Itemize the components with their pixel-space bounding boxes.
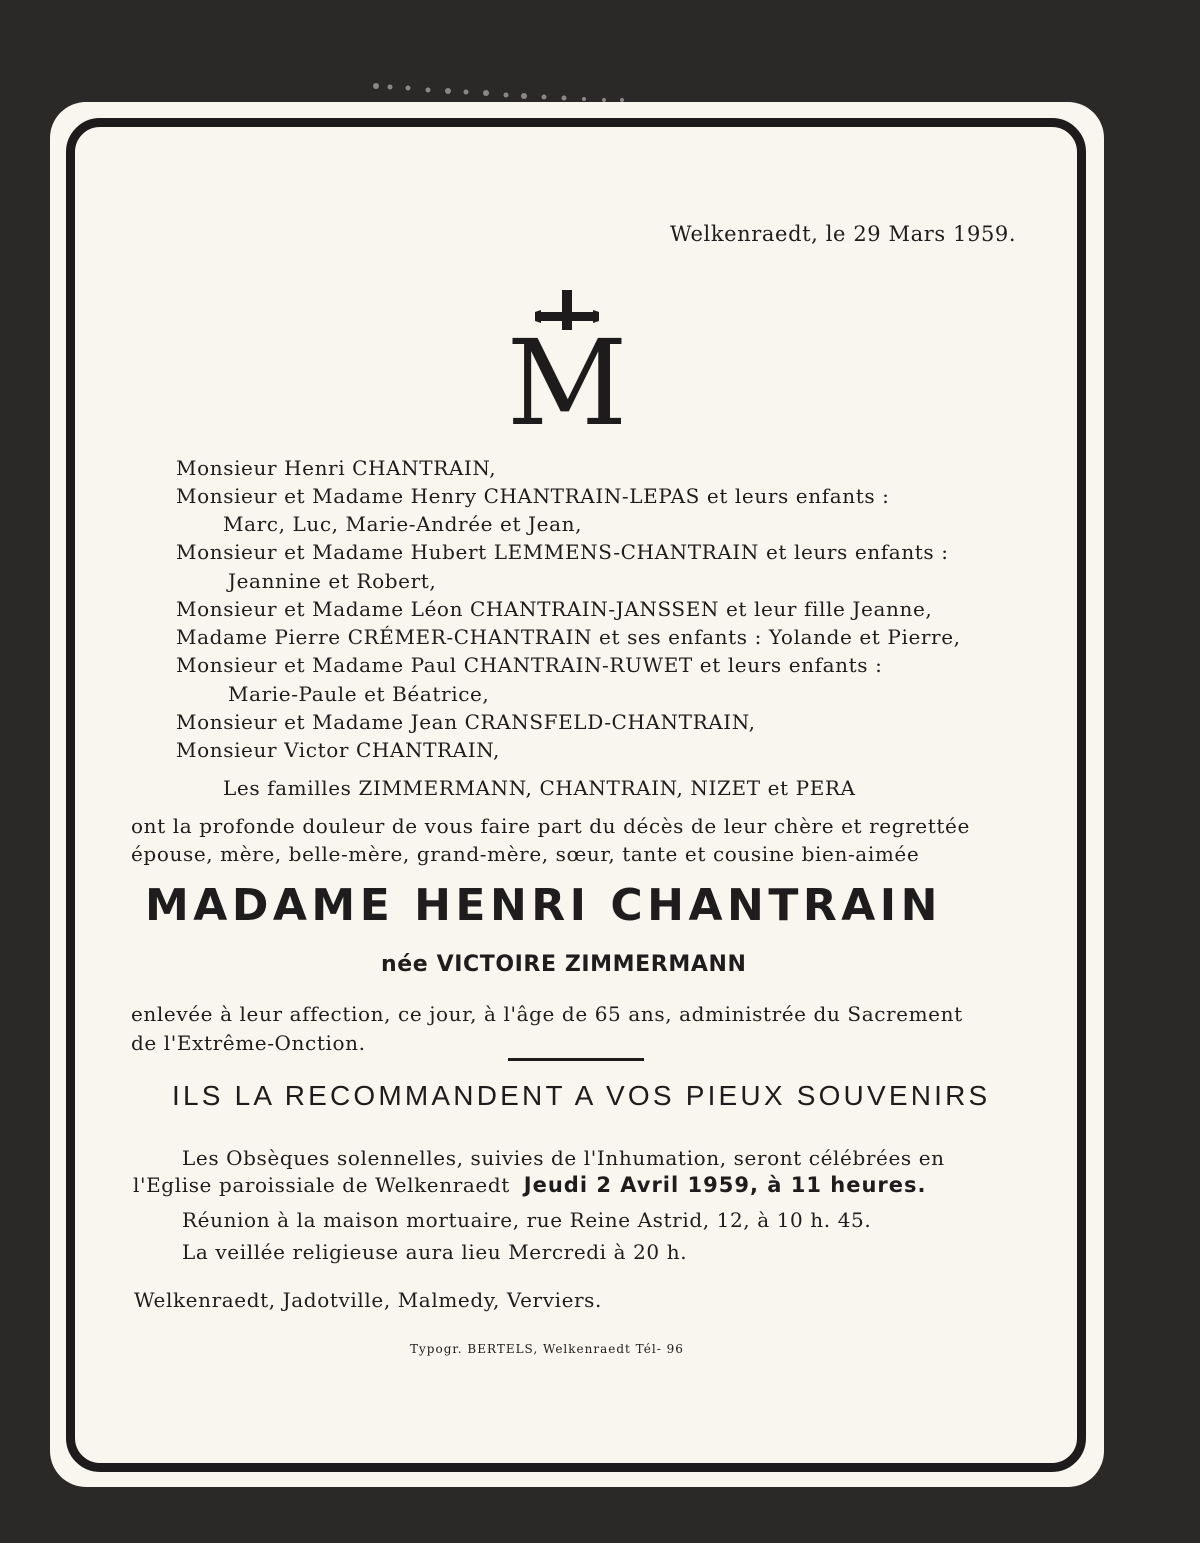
family-line: Monsieur et Madame Léon CHANTRAIN-JANSSEN et leur fille Jeanne, <box>176 597 933 621</box>
perforation-marks <box>368 78 638 104</box>
family-children-line: Marie-Paule et Béatrice, <box>228 682 490 706</box>
maiden-name: née VICTOIRE ZIMMERMANN <box>381 952 747 977</box>
printer-credit: Typogr. BERTELS, Welkenraedt Tél- 96 <box>410 1342 684 1356</box>
date-line: Welkenraedt, le 29 Mars 1959. <box>670 222 1017 246</box>
funeral-line: Les Obsèques solennelles, suivies de l'Inhumation, seront célébrées en <box>182 1146 945 1170</box>
funeral-line <box>133 1173 926 1197</box>
cross-icon <box>505 288 630 428</box>
family-line: Monsieur et Madame Jean CRANSFELD-CHANTRAIN, <box>176 710 756 734</box>
families-line: Les familles ZIMMERMANN, CHANTRAIN, NIZET et PERA <box>223 776 856 800</box>
family-line: Monsieur et Madame Henry CHANTRAIN-LEPAS et leurs enfants : <box>176 484 890 508</box>
details-line: enlevée à leur affection, ce jour, à l'âge de 65 ans, administrée du Sacrement <box>131 1002 963 1026</box>
vigil-line: La veillée religieuse aura lieu Mercredi à 20 h. <box>182 1240 688 1264</box>
funeral-datetime: Jeudi 2 Avril 1959, à 11 heures. <box>523 1173 927 1197</box>
family-line: Monsieur et Madame Paul CHANTRAIN-RUWET et leurs enfants : <box>176 653 883 677</box>
recommend-heading: ILS LA RECOMMANDENT A VOS PIEUX SOUVENIRS <box>172 1080 991 1111</box>
places-line: Welkenraedt, Jadotville, Malmedy, Verviers. <box>134 1288 603 1312</box>
reunion-line: Réunion à la maison mortuaire, rue Reine Astrid, 12, à 10 h. 45. <box>182 1208 872 1232</box>
announcement-line: épouse, mère, belle-mère, grand-mère, sœur, tante et cousine bien-aimée <box>131 842 920 866</box>
family-children-line: Marc, Luc, Marie-Andrée et Jean, <box>223 512 583 536</box>
announcement-line: ont la profonde douleur de vous faire part du décès de leur chère et regrettée <box>131 814 970 838</box>
family-line: Monsieur Henri CHANTRAIN, <box>176 456 497 480</box>
monogram-letter: M <box>506 314 628 428</box>
family-line: Monsieur et Madame Hubert LEMMENS-CHANTRAIN et leurs enfants : <box>176 540 949 564</box>
details-line: de l'Extrême-Onction. <box>131 1031 366 1055</box>
divider <box>508 1058 644 1061</box>
family-line: Madame Pierre CRÉMER-CHANTRAIN et ses enfants : Yolande et Pierre, <box>176 625 961 649</box>
family-children-line: Jeannine et Robert, <box>228 569 437 593</box>
family-line: Monsieur Victor CHANTRAIN, <box>176 738 500 762</box>
funeral-church: l'Eglise paroissiale de Welkenraedt <box>133 1173 510 1197</box>
deceased-name: MADAME HENRI CHANTRAIN <box>145 880 942 931</box>
